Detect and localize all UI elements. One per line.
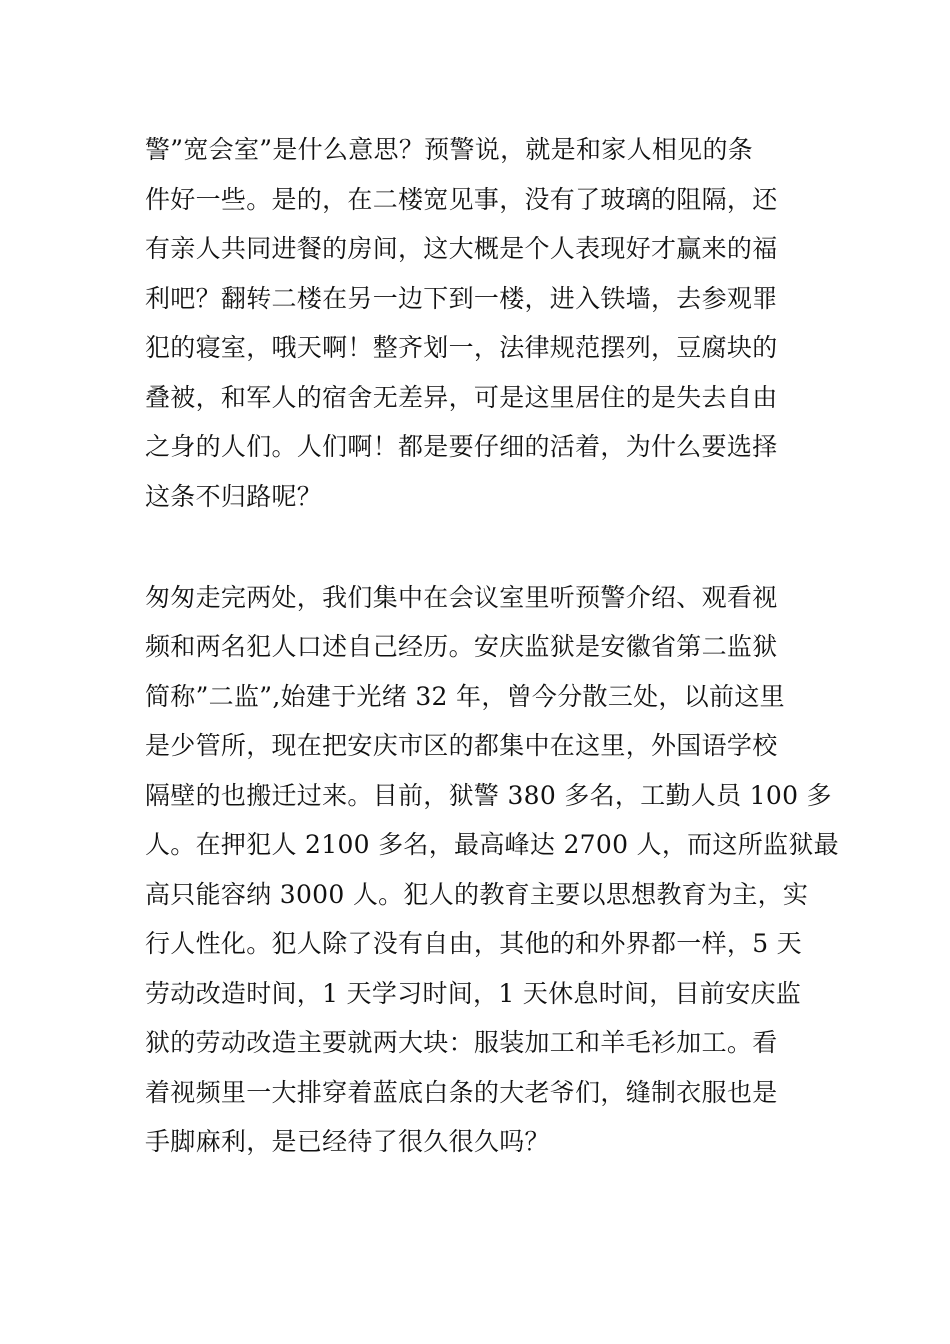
text-line: 件好一些。是的，在二楼宽见事，没有了玻璃的阻隔，还 (145, 185, 778, 214)
text-line: 叠被，和军人的宿舍无差异，可是这里居住的是失去自由 (145, 383, 778, 412)
text-line: 狱的劳动改造主要就两大块：服装加工和羊毛衫加工。看 (145, 1028, 778, 1057)
text-line: 利吧？翻转二楼在另一边下到一楼，进入铁墙，去参观罪 (145, 284, 778, 313)
text-line: 这条不归路呢？ (145, 482, 323, 511)
text-line: 高只能容纳 3000 人。犯人的教育主要以思想教育为主，实 (145, 880, 809, 909)
text-line: 着视频里一大排穿着蓝底白条的大老爷们，缝制衣服也是 (145, 1078, 778, 1107)
text-line: 简称”二监”,始建于光绪 32 年，曾今分散三处，以前这里 (145, 682, 785, 711)
text-line: 是少管所，现在把安庆市区的都集中在这里，外国语学校 (145, 731, 778, 760)
text-line: 频和两名犯人口述自己经历。安庆监狱是安徽省第二监狱 (145, 632, 778, 661)
text-line: 犯的寝室，哦天啊！整齐划一，法律规范摆列，豆腐块的 (145, 333, 778, 362)
text-line: 劳动改造时间，1 天学习时间，1 天休息时间，目前安庆监 (145, 979, 802, 1008)
text-line: 之身的人们。人们啊！都是要仔细的活着，为什么要选择 (145, 432, 778, 461)
text-line: 行人性化。犯人除了没有自由，其他的和外界都一样，5 天 (145, 929, 802, 958)
text-line: 人。在押犯人 2100 多名，最高峰达 2700 人，而这所监狱最 (145, 830, 839, 859)
text-line: 隔壁的也搬迁过来。目前，狱警 380 多名，工勤人员 100 多 (145, 781, 832, 810)
text-line: 匆匆走完两处，我们集中在会议室里听预警介绍、观看视 (145, 583, 778, 612)
text-line: 手脚麻利，是已经待了很久很久吗？ (145, 1127, 550, 1156)
text-line: 警”宽会室”是什么意思？预警说，就是和家人相见的条 (145, 135, 754, 164)
text-line: 有亲人共同进餐的房间，这大概是个人表现好才赢来的福 (145, 234, 778, 263)
